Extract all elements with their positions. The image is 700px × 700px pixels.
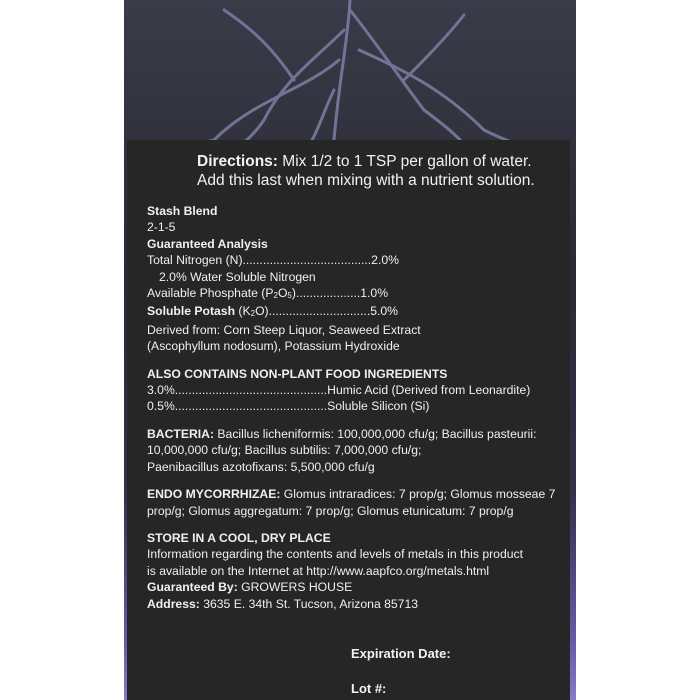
potash-row: Soluble Potash $(K_2O)..............................5.0\%$ [147, 304, 398, 319]
derived-line-1: Derived from: Corn Steep Liquor, Seaweed Extract [147, 322, 421, 337]
directions-label: Directions: [197, 153, 278, 170]
bacteria-line-3: Paenibacillus azotofixans: 5,500,000 cfu/g [147, 459, 375, 474]
guaranteed-by: Guaranteed By: GROWERS HOUSE [147, 580, 353, 595]
phosphate-row: Available Phosphate $(P_2O_5)...................1.0\%$ [147, 286, 389, 301]
nitrogen-sub-row: 2.0% Water Soluble Nitrogen [159, 269, 316, 284]
directions-line-2: Add this last when mixing with a nutrient solution. [197, 172, 535, 189]
metals-info-2: is available on the Internet at http://www.aapfco.org/metals.html [147, 563, 490, 578]
label-content [147, 203, 557, 612]
directions-line-1: Mix 1/2 to 1 TSP per gallon of water. [282, 153, 532, 170]
analysis-title: Guaranteed Analysis [147, 236, 268, 251]
roots-illustration [124, 0, 576, 160]
mycorrhizae-line-2: prop/g; Glomus aggregatum: 7 prop/g; Glomus etunicatum: 7 prop/g [147, 503, 514, 518]
derived-line-2: (Ascophyllum nodosum), Potassium Hydroxide [147, 339, 400, 354]
non-plant-title: ALSO CONTAINS NON-PLANT FOOD INGREDIENTS [147, 366, 448, 381]
address: Address: 3635 E. 34th St. Tucson, Arizona 85713 [147, 596, 418, 611]
mycorrhizae-line-1: ENDO MYCORRHIZAE: Glomus intraradices: 7 prop/g; Glomus mosseae 7 [147, 487, 556, 502]
label-panel [127, 140, 570, 700]
storage-title: STORE IN A COOL, DRY PLACE [147, 530, 331, 545]
product-name: Stash Blend [147, 204, 218, 218]
non-plant-row-1: 3.0%.............................................Humic Acid (Derived from Leonardite) [147, 383, 531, 398]
directions [197, 152, 567, 190]
nitrogen-row: Total Nitrogen (N)......................................2.0% [147, 253, 399, 268]
bacteria-line-2: 10,000,000 cfu/g; Bacillus subtilis: 7,000,000 cfu/g; [147, 443, 422, 458]
bacteria-line-1: BACTERIA: Bacillus licheniformis: 100,000,000 cfu/g; Bacillus pasteurii: [147, 426, 537, 441]
non-plant-row-2: 0.5%.............................................Soluble Silicon (Si) [147, 399, 430, 414]
lot-number-label: Lot #: [351, 681, 387, 696]
metals-info-1: Information regarding the contents and levels of metals in this product [147, 547, 523, 562]
npk-ratio: 2-1-5 [147, 220, 176, 235]
expiration-date-label: Expiration Date: [351, 646, 451, 661]
